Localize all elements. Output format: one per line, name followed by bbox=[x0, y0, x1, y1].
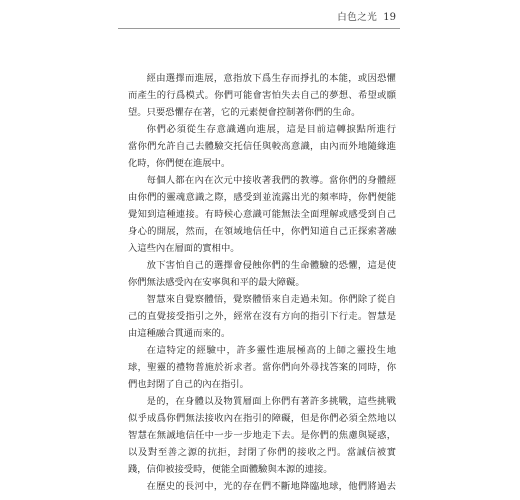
text-line: 你們必須從生存意識邁向進展，這是目前這轉捩點所進行 bbox=[146, 124, 396, 135]
text-line: 覺知到這種連接。有時候心意識可能無法全面理解或感受到自己 bbox=[128, 209, 396, 220]
text-line: 放下害怕自己的選擇會侵蝕你們的生命體驗的恐懼，這是使 bbox=[146, 260, 396, 271]
text-line: 經由選擇而進展，意指放下爲生存而掙扎的本能，或因恐懼 bbox=[146, 73, 396, 84]
paragraph bbox=[128, 478, 396, 495]
paragraph bbox=[128, 342, 396, 393]
paragraph bbox=[128, 70, 396, 121]
text-line: 以及對至善之源的抗拒，封閉了你們的接收之門。當誠信被實 bbox=[128, 447, 396, 458]
text-line: 化時，你們便在進展中。 bbox=[128, 158, 231, 169]
paragraph bbox=[128, 291, 396, 342]
text-line: 在這特定的經驗中，許多靈性進展極高的上師之靈投生地 bbox=[146, 345, 396, 356]
text-line: 智慧在無誠地信任中一步一步地走下去。是你們的焦慮與疑惑， bbox=[128, 430, 396, 441]
text-line: 你們無法感受內在安寧與和平的最大障礙。 bbox=[128, 277, 305, 288]
body-text bbox=[128, 70, 396, 495]
paragraph bbox=[128, 393, 396, 478]
text-line: 們也封閉了自己的內在指引。 bbox=[128, 379, 249, 390]
text-line: 望。只要恐懼存在著，它的元素便會控制著你們的生命。 bbox=[128, 107, 361, 118]
running-header bbox=[330, 11, 396, 25]
text-line: 而產生的行爲模式。你們可能會害怕失去自己的夢想、希望或願 bbox=[128, 90, 396, 101]
text-line: 球，聖靈的禮物普施於祈求者。當你們向外尋找答案的同時，你 bbox=[128, 362, 396, 373]
text-line: 每個人都在內在次元中接收著我們的教導。當你們的身體經 bbox=[146, 175, 396, 186]
text-line: 當你們允許自己去體驗交托信任與較高意識，由內而外地隨緣進 bbox=[128, 141, 396, 152]
text-line: 似乎成爲你們無法接收內在指引的障礙，但是你們必須全然地以 bbox=[128, 413, 396, 424]
text-line: 入這些內在層面的實相中。 bbox=[128, 243, 240, 254]
text-line: 身心的開展，然而，在領域地信任中，你們知道自己正探索著融 bbox=[128, 226, 396, 237]
text-line: 己的直覺接受指引之外，經常在沒有方向的指引下行走。智慧是 bbox=[128, 311, 396, 322]
text-line: 在歷史的長河中，光的存在們不斷地降臨地球，他們將過去 bbox=[146, 481, 396, 492]
header-rule bbox=[118, 28, 400, 29]
text-line: 是的，在身體以及物質層面上你們有著許多挑戰，這些挑戰 bbox=[146, 396, 396, 407]
text-line: 由這種融合貫通而來的。 bbox=[128, 328, 231, 339]
text-line: 踐，信仰被接受時，便能全面體驗與本源的連接。 bbox=[128, 464, 333, 475]
text-line: 由你們的靈魂意識之際，感受到並流露出光的頻率時，你們便能 bbox=[128, 192, 396, 203]
paragraph bbox=[128, 257, 396, 291]
paragraph bbox=[128, 172, 396, 257]
text-line: 智慧來自覺察體悟，覺察體悟來自走過未知。你們除了從自 bbox=[146, 294, 396, 305]
page-number: 19 bbox=[383, 12, 396, 23]
paragraph bbox=[128, 121, 396, 172]
book-title: 白色之光 bbox=[337, 12, 378, 23]
